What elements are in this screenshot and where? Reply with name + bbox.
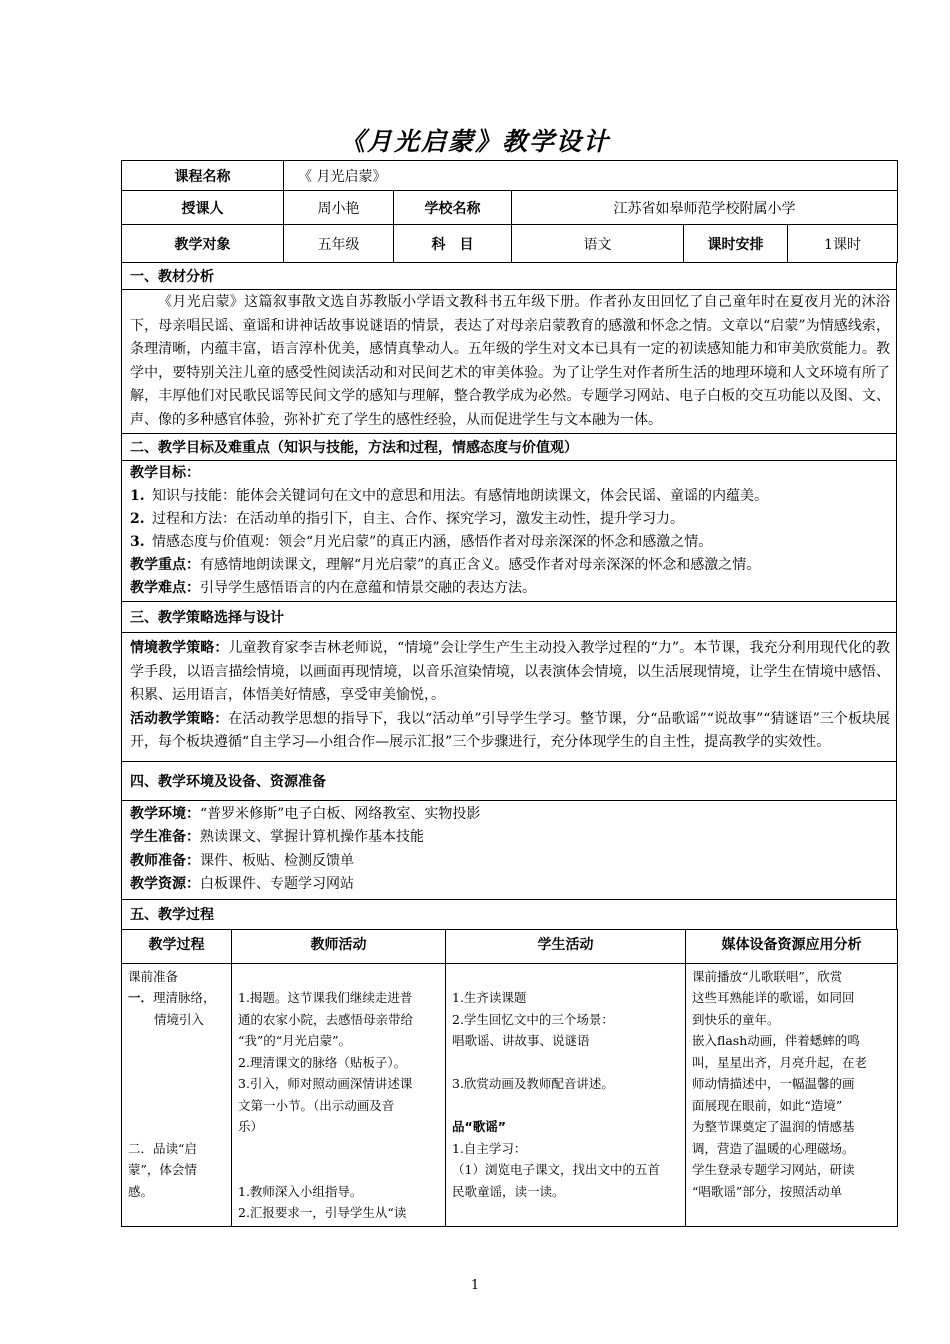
env-item: 教学资源：白板课件、专题学习网站 — [130, 876, 354, 892]
section-4-title: 四、教学环境及设备、资源准备 — [122, 761, 897, 800]
teacher-label: 授课人 — [122, 191, 284, 225]
env-item: 学生准备：熟读课文、掌握计算机操作基本技能 — [130, 829, 424, 845]
process-header-media: 媒体设备资源应用分析 — [686, 929, 898, 963]
target-label: 教学对象 — [122, 225, 284, 263]
subject-label: 科 目 — [394, 225, 512, 263]
process-stage-cell: 课前准备 一．理清脉络， 情境引入 二．品读“启 蒙”，体会情 感。 — [122, 963, 232, 1226]
env-item: 教学环境：“普罗米修斯”电子白板、网络教室、实物投影 — [130, 805, 481, 822]
section-2-title: 二、教学目标及难重点（知识与技能，方法和过程，情感态度与价值观） — [122, 434, 897, 461]
strategy-situational: 情境教学策略：儿童教育家李吉林老师说，“情境”会让学生产生主动投入教学过程的“力”。本节课，我充分利用现代化的教学手段，以语言描绘情境，以画面再现情境，以音乐渲染情境，以表演体会情境，以生活展现情境，让学生在情境中感悟、积累、运用语言，体悟美好情感，享受审美愉悦，。 — [130, 640, 890, 703]
process-header-student: 学生活动 — [446, 929, 686, 963]
course-label: 课程名称 — [122, 161, 284, 191]
hours-label: 课时安排 — [684, 225, 788, 263]
info-table — [121, 160, 898, 263]
goal-list — [130, 485, 890, 554]
sections-table — [121, 262, 897, 930]
process-header-teacher: 教师活动 — [232, 929, 446, 963]
section-4-body — [122, 800, 897, 899]
goal-label: 教学目标： — [130, 465, 200, 481]
env-item: 教师准备：课件、板贴、检测反馈单 — [130, 852, 354, 869]
section-2-body — [122, 461, 897, 602]
subject-value: 语文 — [512, 225, 684, 263]
school-value: 江苏省如皋师范学校附属小学 — [512, 191, 898, 225]
section-1-body — [122, 290, 897, 434]
process-table — [121, 929, 898, 1227]
section-1-title: 一、教材分析 — [122, 263, 897, 290]
section-5-title: 五、教学过程 — [122, 899, 897, 929]
hours-value: 1课时 — [788, 225, 898, 263]
document-title: 《月光启蒙》教学设计 — [339, 127, 610, 156]
goal-item: 3. 情感态度与价值观：领会“月光启蒙”的真正内涵，感悟作者对母亲深深的怀念和感激之情。 — [130, 534, 713, 550]
section-3-title: 三、教学策略选择与设计 — [122, 602, 897, 633]
teacher-value: 周小艳 — [284, 191, 394, 225]
process-header-stage: 教学过程 — [122, 929, 232, 963]
page-number: 1 — [470, 1278, 480, 1293]
course-value: 《 月光启蒙》 — [284, 161, 898, 191]
target-value: 五年级 — [284, 225, 394, 263]
process-media-cell: 课前播放“儿歌联唱”，欣赏 这些耳熟能详的歌谣，如同回 到快乐的童年。 嵌入flash动画，伴着蟋蟀的鸣 叫，星星出齐，月亮升起，在老 师动情描述中，一幅温馨的画 面展现在眼前，如此“造境” 为整节课奠定了温润的情感基 调，营造了温暖的心理磁场。 学生登录专题学习网站，研读 “唱歌谣”部分，按照活动单 — [686, 963, 898, 1226]
goal-item: 1. 知识与技能：能体会关键词句在文中的意思和用法。有感情地朗读课文，体会民谣、童谣的内蕴美。 — [130, 488, 768, 504]
school-label: 学校名称 — [394, 191, 512, 225]
section-3-body — [122, 633, 897, 762]
key-point: 教学重点：有感情地朗读课文，理解“月光启蒙”的真正含义。感受作者对母亲深深的怀念和感激之情。 — [130, 557, 761, 573]
process-teacher-cell: 1.揭题。这节课我们继续走进普 通的农家小院，去感悟母亲带给 “我”的“月光启蒙”。 2.理清课文的脉络（贴板子）。 3.引入，师对照动画深情讲述课 文第一小节。（出示动画及音 乐） 1.教师深入小组指导。 2.汇报要求一，引导学生从“读 — [232, 963, 446, 1226]
process-student-cell: 1.生齐读课题 2.学生回忆文中的三个场景： 唱歌谣、讲故事、说谜语 3.欣赏动画及教师配音讲述。 品“歌谣” 1.自主学习： （1）浏览电子课文，找出文中的五首 民歌童谣，读一读。 — [446, 963, 686, 1226]
lesson-plan-table — [121, 160, 897, 1227]
strategy-activity: 活动教学策略：在活动教学思想的指导下，我以“活动单”引导学生学习。整节课，分“品歌谣”“说故事”“猜谜语”三个板块展开，每个板块遵循“自主学习—小组合作—展示汇报”三个步骤进行，充分体现学生的自主性，提高教学的实效性。 — [130, 710, 891, 750]
difficult-point: 教学难点：引导学生感悟语言的内在意蕴和情景交融的表达方法。 — [130, 580, 536, 596]
material-analysis-text: 《月光启蒙》这篇叙事散文选自苏教版小学语文教科书五年级下册。作者孙友田回忆了自己童年时在夏夜月光的沐浴下，母亲唱民谣、童谣和讲神话故事说谜语的情景，表达了对母亲启蒙教育的感激和怀念之情。文章以“启蒙”为情感线索，条理清晰，内蕴丰富，语言淳朴优美，感情真挚动人。五年级的学生对文本已具有一定的初读感知能力和审美欣赏能力。教学中，要特别关注儿童的感受性阅读活动和对民间艺术的审美体验。为了让学生对作者所生活的地理环境和人文环境有所了解，丰厚他们对民歌民谣等民间文学的感知与理解，整合教学成为必然。专题学习网站、电子白板的交互功能以及图、文、声、像的多种感官体验，弥补扩充了学生的感性经验，从而促进学生与文本融为一体。 — [130, 294, 890, 428]
goal-item: 2. 过程和方法：在活动单的指引下，自主、合作、探究学习，激发主动性，提升学习力。 — [130, 511, 684, 527]
